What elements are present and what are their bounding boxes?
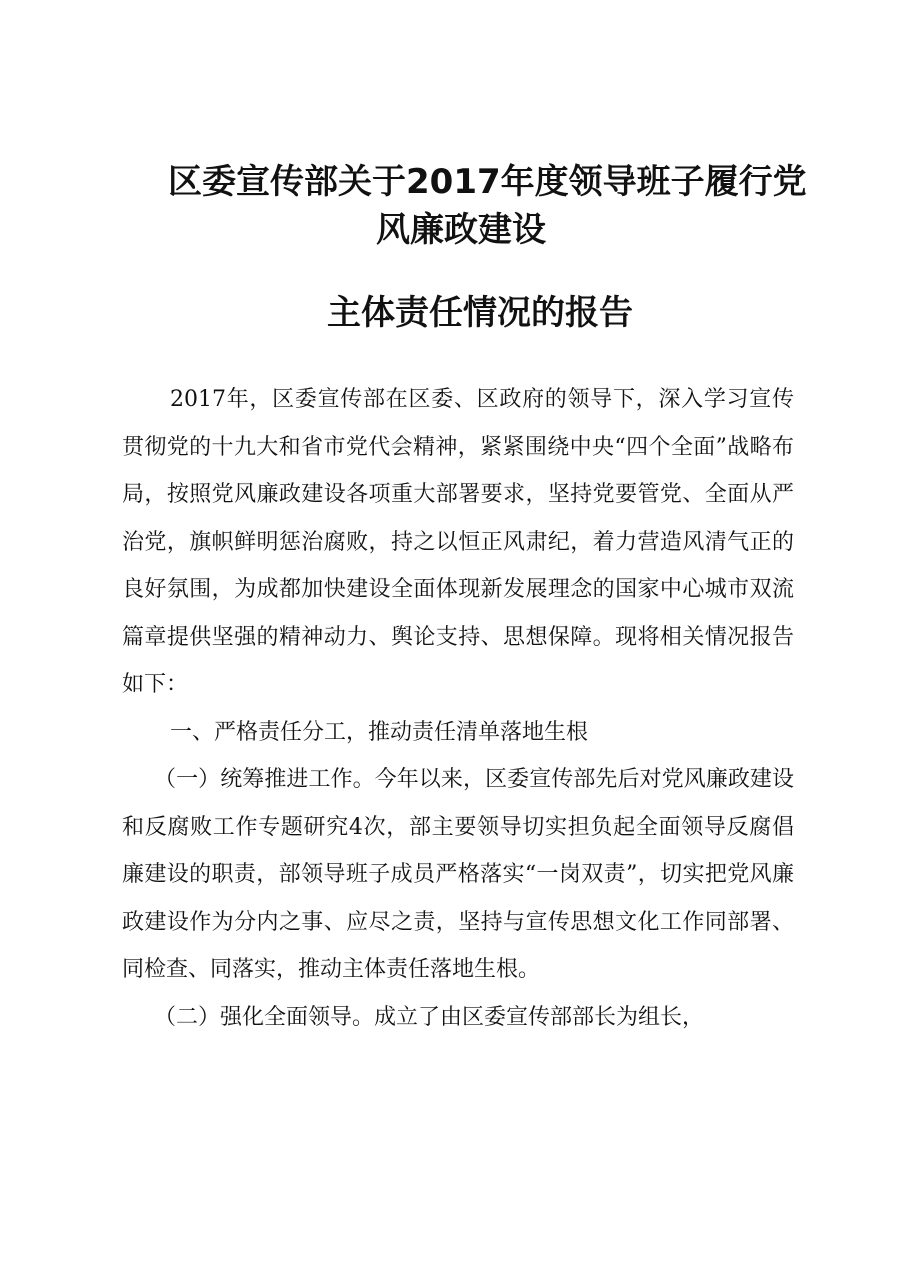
intro-paragraph: 2017年，区委宣传部在区委、区政府的领导下，深入学习宣传贯彻党的十九大和省市党代会精神，紧紧围绕中央“四个全面”战略布局，按照党风廉政建设各项重大部署要求，坚持党要管党、全面从严治党，旗帜鲜明惩治腐败，持之以恒正风肃纪，着力营造风清气正的良好氛围，为成都加快建设全面体现新发展理念的国家中心城市双流篇章提供坚强的精神动力、舆论支持、思想保障。现将相关情况报告如下： bbox=[122, 387, 794, 697]
subsection-paragraph-1: （一）统筹推进工作。今年以来，区委宣传部先后对党风廉政建设和反腐败工作专题研究4次，部主要领导切实担负起全面领导反腐倡廉建设的职责，部领导班子成员严格落实“一岗双责”，切实把党风廉政建设作为分内之事、应尽之责，坚持与宣传思想文化工作同部署、同检查、同落实，推动主体责任落地生根。 bbox=[122, 767, 794, 982]
section-heading-1: 一、严格责任分工，推动责任清单落地生根 bbox=[170, 719, 589, 745]
subsection-paragraph-2: （二）强化全面领导。成立了由区委宣传部部长为组长， bbox=[154, 1004, 705, 1030]
document-title-line-2: 风廉政建设 bbox=[376, 210, 546, 250]
document-body bbox=[122, 376, 794, 1041]
document-title-line-3: 主体责任情况的报告 bbox=[327, 293, 633, 333]
document-title-line-1: 区委宣传部关于2017年度领导班子履行党 bbox=[168, 162, 807, 202]
